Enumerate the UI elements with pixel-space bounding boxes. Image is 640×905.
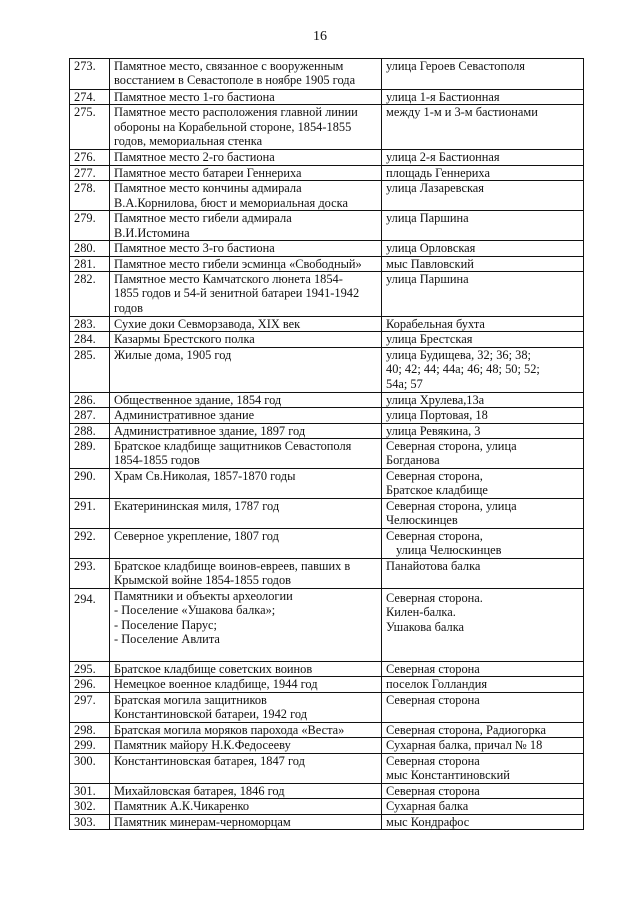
object-name-cell — [110, 799, 382, 814]
object-name-line: Памятное место кончины адмирала — [114, 181, 302, 196]
location-line: улица Паршина — [386, 272, 469, 287]
location-cell — [382, 662, 584, 677]
location-line: улица Хрулева,13а — [386, 392, 485, 407]
location-cell — [382, 347, 584, 392]
location-cell — [382, 469, 584, 499]
row-number: 300. — [70, 753, 110, 783]
location-line: Северная сторона — [386, 692, 480, 707]
location-line: 54а; 57 — [386, 376, 423, 391]
object-name-cell — [110, 347, 382, 392]
object-name-line: годов — [114, 300, 143, 315]
row-number: 289. — [70, 439, 110, 469]
row-number: 290. — [70, 469, 110, 499]
location-line: улица 2-я Бастионная — [386, 150, 500, 165]
table-row — [70, 559, 584, 589]
location-cell — [382, 90, 584, 105]
object-name-line: Константиновская батарея, 1847 год — [114, 753, 305, 768]
object-name-line: Северное укрепление, 1807 год — [114, 529, 279, 544]
object-name-cell — [110, 256, 382, 271]
table-row — [70, 589, 584, 662]
location-line: улица Орловская — [386, 241, 476, 256]
location-cell — [382, 408, 584, 423]
object-name-line: Михайловская батарея, 1846 год — [114, 783, 285, 798]
object-name-cell — [110, 753, 382, 783]
object-name-line: Памятное место гибели адмирала — [114, 211, 292, 226]
object-name-line: Административное здание — [114, 408, 255, 423]
row-number: 284. — [70, 332, 110, 347]
location-cell — [382, 105, 584, 150]
location-cell — [382, 439, 584, 469]
object-name-line: Немецкое военное кладбище, 1944 год — [114, 677, 318, 692]
table-row — [70, 529, 584, 559]
location-cell — [382, 256, 584, 271]
location-cell — [382, 677, 584, 692]
table-row — [70, 439, 584, 469]
location-line: площадь Геннериха — [386, 165, 490, 180]
table-row — [70, 722, 584, 737]
row-number: 302. — [70, 799, 110, 814]
object-name-line: годов, мемориальная стенка — [114, 134, 263, 149]
location-line: Челюскинцев — [386, 513, 458, 528]
object-name-line: восстанием в Севастополе в ноябре 1905 года — [114, 73, 356, 88]
location-line: поселок Голландия — [386, 677, 488, 692]
location-line: улица Будищева, 32; 36; 38; — [386, 347, 531, 362]
table-row — [70, 165, 584, 180]
location-line: Сухарная балка, причал № 18 — [386, 738, 543, 753]
location-cell — [382, 559, 584, 589]
location-line: мыс Кондрафос — [386, 814, 470, 829]
object-name-line: - Поселение Авлита — [114, 632, 220, 647]
location-cell — [382, 589, 584, 662]
row-number: 295. — [70, 662, 110, 677]
object-name-cell — [110, 499, 382, 529]
location-cell — [382, 317, 584, 332]
location-cell — [382, 529, 584, 559]
location-line: Северная сторона — [386, 662, 480, 677]
row-number: 301. — [70, 783, 110, 798]
location-line: Северная сторона, — [386, 469, 483, 484]
monuments-table — [69, 58, 584, 830]
table-row — [70, 814, 584, 829]
table-row — [70, 469, 584, 499]
object-name-cell — [110, 439, 382, 469]
location-line: Северная сторона, Радиогорка — [386, 722, 546, 737]
object-name-line: Константиновской батареи, 1942 год — [114, 707, 307, 722]
location-cell — [382, 814, 584, 829]
object-name-line: Административное здание, 1897 год — [114, 423, 306, 438]
object-name-line: Братское кладбище защитников Севастополя — [114, 439, 352, 454]
object-name-line: Памятное место батареи Геннериха — [114, 165, 302, 180]
row-number: 294. — [70, 589, 110, 662]
location-line: Северная сторона, улица — [386, 439, 517, 454]
row-number: 275. — [70, 105, 110, 150]
location-line: мыс Павловский — [386, 256, 474, 271]
row-number: 287. — [70, 408, 110, 423]
object-name-line: Братская могила моряков парохода «Веста» — [114, 722, 345, 737]
location-cell — [382, 241, 584, 256]
object-name-line: Памятник минерам-черноморцам — [114, 814, 291, 829]
location-cell — [382, 753, 584, 783]
table-row — [70, 332, 584, 347]
object-name-cell — [110, 150, 382, 165]
location-cell — [382, 150, 584, 165]
table-row — [70, 677, 584, 692]
object-name-line: Храм Св.Николая, 1857-1870 годы — [114, 469, 296, 484]
row-number: 281. — [70, 256, 110, 271]
location-line: Северная сторона — [386, 783, 480, 798]
location-line: улица 1-я Бастионная — [386, 90, 500, 104]
object-name-line: В.И.Истомина — [114, 225, 190, 240]
row-number: 293. — [70, 559, 110, 589]
location-line: улица Челюскинцев — [396, 543, 502, 558]
row-number: 277. — [70, 165, 110, 180]
object-name-line: Памятное место 2-го бастиона — [114, 150, 275, 165]
table-row — [70, 499, 584, 529]
location-cell — [382, 783, 584, 798]
row-number: 299. — [70, 738, 110, 753]
object-name-line: - Поселение Парус; — [114, 617, 217, 632]
table-row — [70, 347, 584, 392]
location-line: мыс Константиновский — [386, 768, 510, 783]
object-name-line: Братская могила защитников — [114, 692, 267, 707]
row-number: 296. — [70, 677, 110, 692]
object-name-line: обороны на Корабельной стороне, 1854-1855 — [114, 119, 352, 134]
object-name-line: Памятник майору Н.К.Федосееву — [114, 738, 291, 753]
object-name-cell — [110, 211, 382, 241]
table-row — [70, 392, 584, 407]
row-number: 298. — [70, 722, 110, 737]
location-line: Панайотова балка — [386, 559, 481, 574]
row-number: 279. — [70, 211, 110, 241]
object-name-cell — [110, 662, 382, 677]
object-name-cell — [110, 105, 382, 150]
table-row — [70, 59, 584, 90]
object-name-cell — [110, 469, 382, 499]
table-row — [70, 272, 584, 317]
page-number: 16 — [313, 29, 327, 44]
row-number: 282. — [70, 272, 110, 317]
object-name-line: Памятное место расположения главной линии — [114, 105, 358, 120]
row-number: 280. — [70, 241, 110, 256]
table-row — [70, 662, 584, 677]
row-number: 276. — [70, 150, 110, 165]
row-number: 286. — [70, 392, 110, 407]
location-cell — [382, 692, 584, 722]
table-row — [70, 738, 584, 753]
object-name-cell — [110, 90, 382, 105]
location-line: Северная сторона — [386, 753, 480, 768]
table-row — [70, 408, 584, 423]
location-line: Богданова — [386, 453, 440, 468]
row-number: 273. — [70, 59, 110, 90]
location-line: Северная сторона, — [386, 529, 483, 544]
table-row — [70, 799, 584, 814]
location-cell — [382, 722, 584, 737]
object-name-cell — [110, 738, 382, 753]
location-cell — [382, 423, 584, 438]
location-cell — [382, 332, 584, 347]
object-name-cell — [110, 559, 382, 589]
object-name-cell — [110, 692, 382, 722]
table-row — [70, 150, 584, 165]
object-name-cell — [110, 529, 382, 559]
object-name-cell — [110, 59, 382, 90]
object-name-line: Памятное место 1-го бастиона — [114, 90, 275, 104]
object-name-cell — [110, 241, 382, 256]
object-name-line: 1855 годов и 54-й зенитной батареи 1941-1942 — [114, 286, 360, 301]
row-number: 291. — [70, 499, 110, 529]
location-line: 40; 42; 44; 44а; 46; 48; 50; 52; — [386, 362, 540, 377]
object-name-line: 1854-1855 годов — [114, 453, 200, 468]
object-name-cell — [110, 589, 382, 662]
object-name-line: Памятное место, связанное с вооруженным — [114, 59, 344, 73]
table-row — [70, 783, 584, 798]
table-row — [70, 241, 584, 256]
location-line: Сухарная балка — [386, 799, 469, 814]
object-name-line: Общественное здание, 1854 год — [114, 392, 282, 407]
row-number: 278. — [70, 181, 110, 211]
row-number: 285. — [70, 347, 110, 392]
location-line: Северная сторона, улица — [386, 499, 517, 514]
object-name-cell — [110, 423, 382, 438]
table-row — [70, 256, 584, 271]
location-line: улица Портовая, 18 — [386, 408, 488, 423]
object-name-cell — [110, 392, 382, 407]
object-name-line: Памятное место 3-го бастиона — [114, 241, 275, 256]
location-line: Корабельная бухта — [386, 317, 485, 332]
row-number: 297. — [70, 692, 110, 722]
table-row — [70, 423, 584, 438]
location-line: улица Паршина — [386, 211, 469, 226]
location-line: между 1-м и 3-м бастионами — [386, 105, 538, 120]
object-name-line: В.А.Корнилова, бюст и мемориальная доска — [114, 195, 348, 210]
location-line: Ушакова балка — [386, 619, 465, 634]
location-cell — [382, 392, 584, 407]
table-row — [70, 692, 584, 722]
location-cell — [382, 165, 584, 180]
object-name-line: Жилые дома, 1905 год — [114, 347, 232, 362]
object-name-line: Казармы Брестского полка — [114, 332, 255, 347]
object-name-line: Памятники и объекты археологии — [114, 589, 293, 604]
row-number: 303. — [70, 814, 110, 829]
object-name-cell — [110, 783, 382, 798]
object-name-line: Екатерининская миля, 1787 год — [114, 499, 280, 514]
location-cell — [382, 272, 584, 317]
location-line: улица Брестская — [386, 332, 473, 347]
location-line: улица Героев Севастополя — [386, 59, 525, 73]
table-row — [70, 105, 584, 150]
location-cell — [382, 59, 584, 90]
location-line: Килен-балка. — [386, 605, 456, 620]
object-name-line: Памятник А.К.Чикаренко — [114, 799, 250, 814]
object-name-cell — [110, 332, 382, 347]
location-line: Братское кладбище — [386, 483, 488, 498]
object-name-line: - Поселение «Ушакова балка»; — [114, 603, 276, 618]
row-number: 274. — [70, 90, 110, 105]
location-cell — [382, 799, 584, 814]
location-cell — [382, 211, 584, 241]
object-name-cell — [110, 181, 382, 211]
row-number: 288. — [70, 423, 110, 438]
object-name-cell — [110, 408, 382, 423]
table-row — [70, 181, 584, 211]
object-name-line: Памятное место Камчатского люнета 1854- — [114, 272, 343, 287]
location-line: улица Ревякина, 3 — [386, 423, 481, 438]
location-cell — [382, 181, 584, 211]
table-row — [70, 753, 584, 783]
table-row — [70, 211, 584, 241]
object-name-cell — [110, 677, 382, 692]
object-name-cell — [110, 317, 382, 332]
object-name-line: Крымской войне 1854-1855 годов — [114, 573, 292, 588]
object-name-line: Памятное место гибели эсминца «Свободный» — [114, 256, 362, 271]
object-name-line: Сухие доки Севморзавода, XIX век — [114, 317, 301, 332]
object-name-cell — [110, 272, 382, 317]
object-name-cell — [110, 722, 382, 737]
object-name-line: Братское кладбище советских воинов — [114, 662, 313, 677]
object-name-cell — [110, 814, 382, 829]
object-name-cell — [110, 165, 382, 180]
row-number: 292. — [70, 529, 110, 559]
table-row — [70, 90, 584, 105]
object-name-line: Братское кладбище воинов-евреев, павших в — [114, 559, 351, 574]
row-number: 283. — [70, 317, 110, 332]
location-line: улица Лазаревская — [386, 181, 484, 196]
location-cell — [382, 738, 584, 753]
location-cell — [382, 499, 584, 529]
location-line: Северная сторона. — [386, 591, 483, 606]
table-row — [70, 317, 584, 332]
